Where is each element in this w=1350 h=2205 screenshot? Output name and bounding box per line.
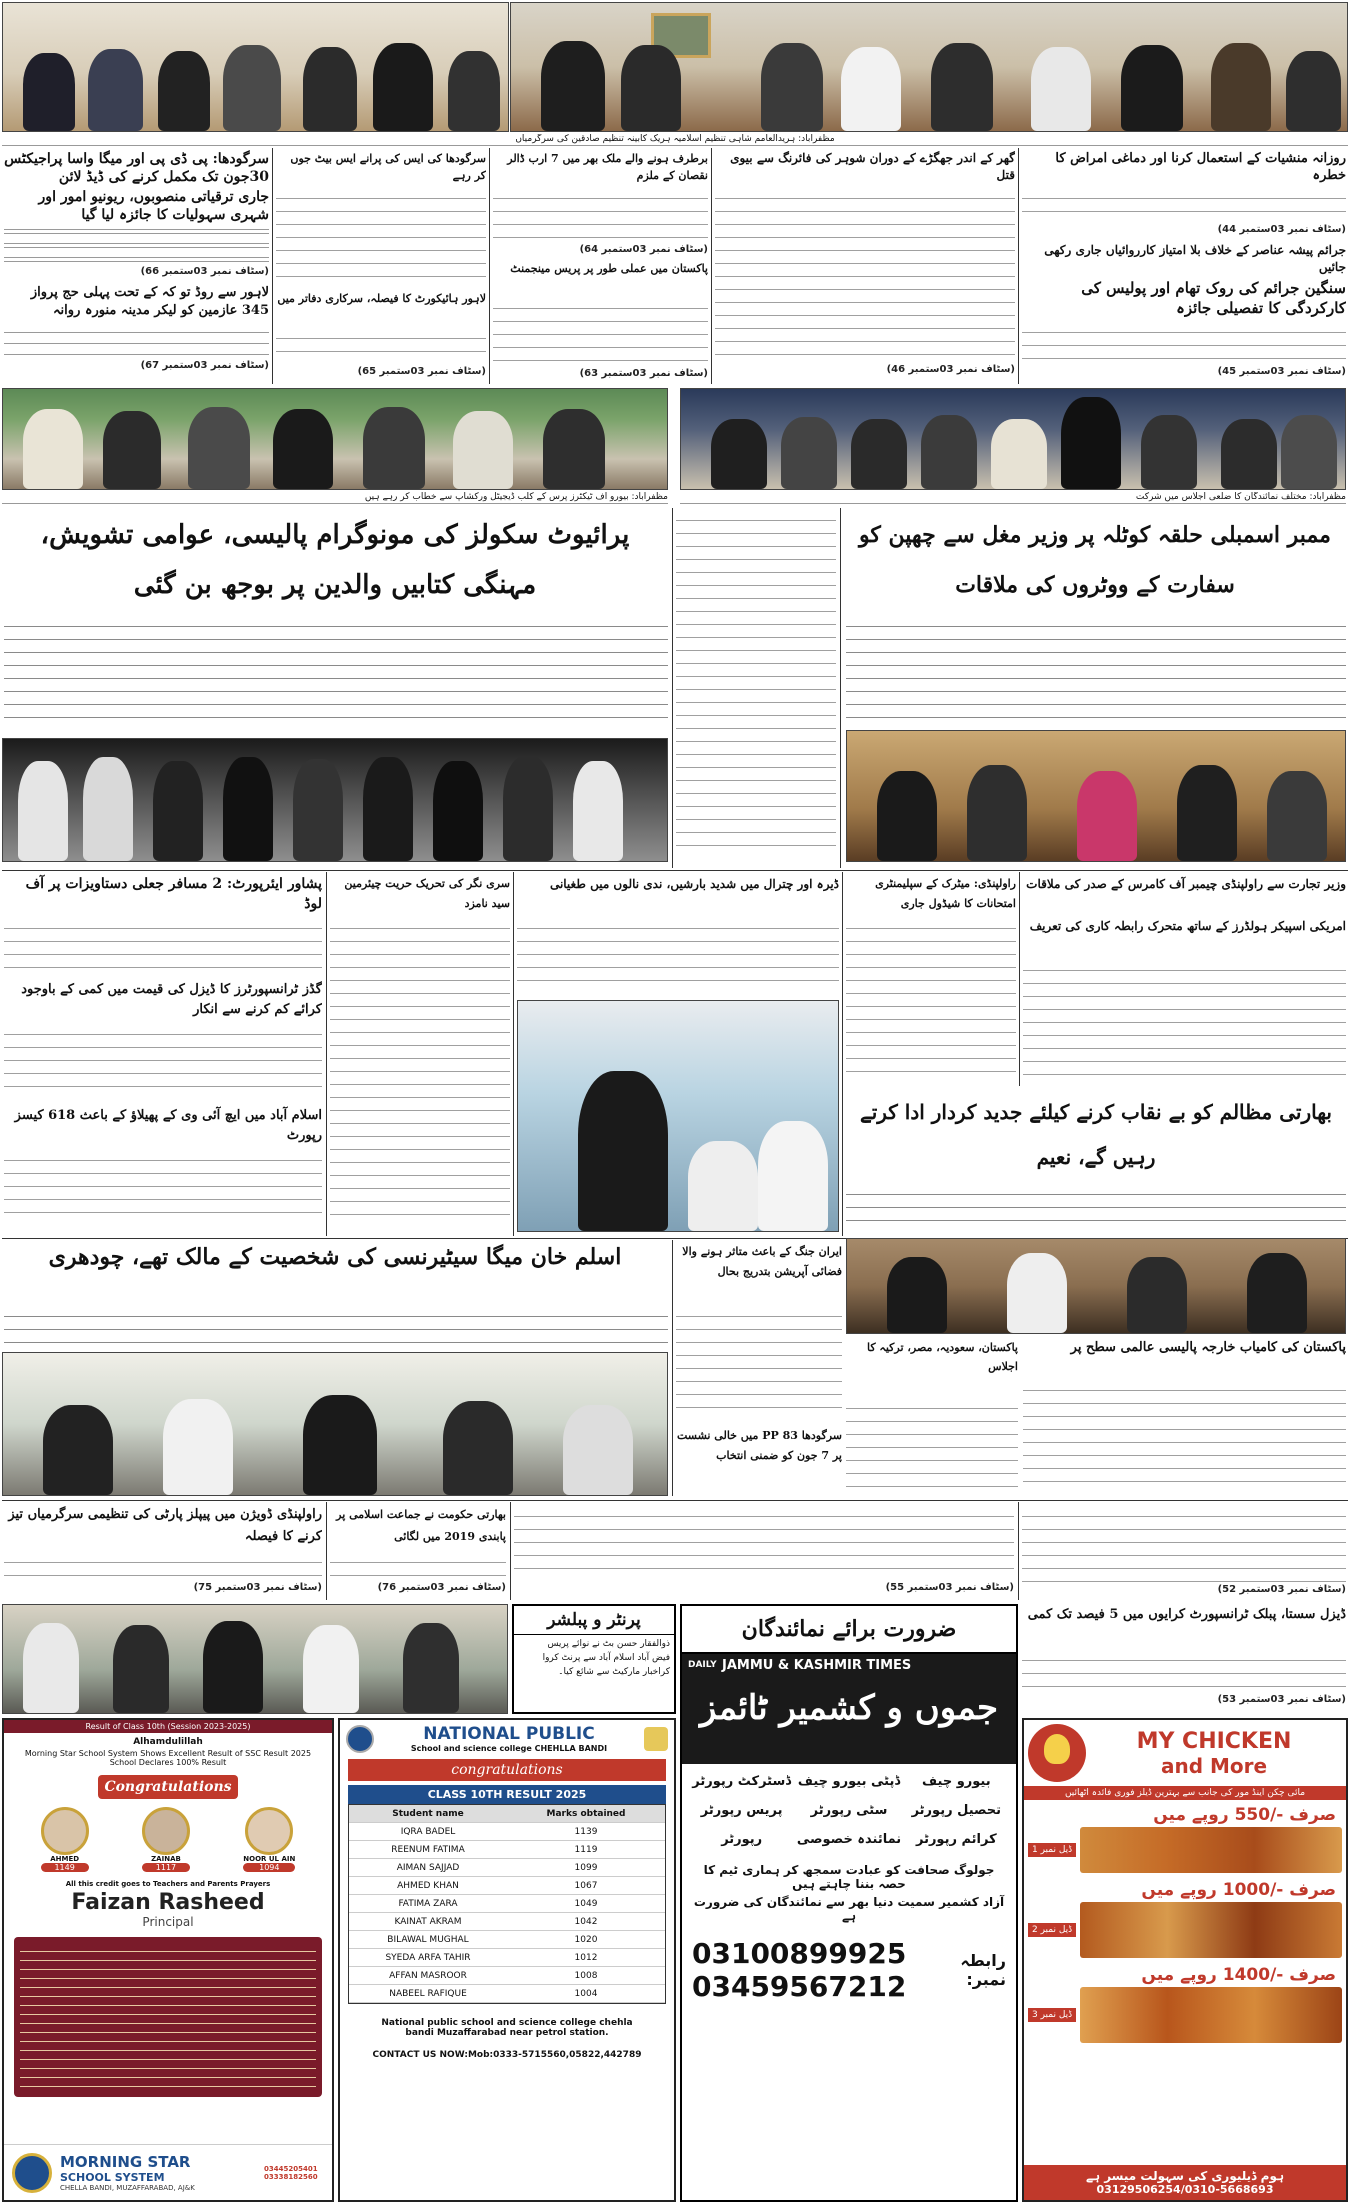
np-result-title: CLASS 10TH RESULT 2025 (348, 1785, 666, 1804)
chicken-deal-1 (1024, 1800, 1346, 1875)
bottom-left-body (4, 1304, 668, 1350)
jk-ad-daily: DAILY (688, 1660, 717, 1670)
big-headline-left: پرائیوٹ سکولز کی مونوگرام پالیسی، عوامی تشویش، مہنگی کتابیں والدین پر بوجھ بن گئی (40, 520, 630, 600)
np-row-name: AHMED KHAN (397, 1881, 459, 1891)
mid-headline-5: ڈیرہ اور چترال میں شدید بارشیں، ندی نالوں میں طغیانی (549, 877, 839, 891)
jk-role-8: نمائندہ خصوصی (796, 1832, 902, 1847)
lower-body-6 (1022, 1504, 1346, 1600)
ms-toppers (4, 1799, 332, 1872)
np-row-name: BILAWAL MUGHAL (387, 1935, 469, 1945)
chicken-deal-2-label: ڈیل نمبر 2 (1028, 1923, 1076, 1937)
jk-ad-heading: ضرورت برائے نمائندگان (682, 1606, 1016, 1654)
press-club-photo (2, 388, 668, 490)
lower-headline-7: پاکستان، سعودیہ، مصر، ترکیہ کا اجلاس (866, 1341, 1018, 1373)
col1-headline-1: سرگودھا: پی ڈی پی اور میگا واسا پراجیکٹس 30جون تک مکمل کرنے کی ڈیڈ لائن (4, 151, 269, 185)
col2-tag-1: (سٹاف نمبر 03ستمبر 65) (357, 366, 486, 377)
meeting-caption: مظفرآباد: مختلف نمائندگان کا ضلعی اجلاس میں شرکت (680, 492, 1346, 504)
ms-phones: 03445205401 03338182560 (264, 2164, 318, 2181)
mid-headline-1: پشاور ایئرپورٹ: 2 مسافر جعلی دستاویزات پر آف لوڈ (25, 876, 322, 912)
ms-topper-3-photo (245, 1807, 293, 1855)
ms-school-sub: SCHOOL SYSTEM (60, 2171, 165, 2184)
printer-publisher-line1: ذوالفقار حسن بٹ نے نوائے پریس (547, 1639, 670, 1649)
mid-body-5 (517, 916, 839, 996)
np-row-marks: 1020 (574, 1935, 598, 1945)
col5-tag-2: (سٹاف نمبر 03ستمبر 45) (1217, 366, 1346, 377)
col1-headline-3: لاہور سے روڈ تو کہ کے تحت پہلی حج پرواز 345 عازمین کو لیکر مدینہ منورہ روانہ (30, 285, 269, 318)
col5-body-1 (1022, 186, 1346, 240)
ms-topper-3-name: NOOR UL AIN (243, 1855, 296, 1863)
table-row (349, 1931, 665, 1949)
col1-body-1 (4, 226, 269, 282)
ms-topper-2-name: ZAINAB (151, 1855, 181, 1863)
jk-ad-roles (682, 1764, 1016, 1857)
np-row-marks: 1099 (574, 1863, 598, 1873)
national-public-ad (338, 1718, 676, 2202)
np-row-name: NABEEL RAFIQUE (389, 1989, 467, 1999)
chicken-delivery: ہوم ڈیلیوری کی سہولت میسر ہے (1085, 2169, 1285, 2183)
col3-tag-1: (سٹاف نمبر 03ستمبر 64) (579, 244, 708, 255)
mid-body-1 (4, 916, 322, 976)
lower-body-1 (4, 1550, 322, 1600)
ms-topper-2-marks: 1117 (142, 1863, 190, 1872)
press-club-caption: مظفرآباد: بیورو آف ٹیکٹرز پرس کے کلب ڈیجیٹل ورکشاپ سے خطاب کر رہے ہیں (2, 492, 668, 504)
ms-congrats: Congratulations (98, 1775, 238, 1799)
lower-body-diesel (1022, 1648, 1346, 1714)
mid-headline-7: وزیر تجارت سے راولپنڈی چیمبر آف کامرس کے صدر کی ملاقات (1026, 877, 1346, 891)
jk-role-5: سٹی رپورٹر (810, 1803, 888, 1818)
np-row-marks: 1008 (574, 1971, 598, 1981)
mid-headline-4: سری نگر کی تحریک حریت چیئرمین سید نامزد (344, 877, 510, 910)
chicken-deal-3-label: ڈیل نمبر 3 (1028, 2008, 1076, 2022)
jk-ad-phone-2: 03459567212 (692, 1970, 907, 2003)
table-row (349, 1985, 665, 2003)
table-row (349, 1859, 665, 1877)
mid-body-8 (846, 916, 1016, 1086)
table-row (349, 1949, 665, 1967)
ms-result-line: Result of Class 10th (Session 2023-2025) (4, 1720, 332, 1733)
printer-publisher-line3: کراخبار مارکیٹ سے شائع کیا۔ (558, 1667, 670, 1677)
ms-marks-table (14, 1937, 322, 2097)
lower-tag-c: (سٹاف نمبر 03ستمبر 55) (885, 1582, 1014, 1593)
ms-topper-2-photo (142, 1807, 190, 1855)
table-row (349, 1967, 665, 1985)
col4-tag-1: (سٹاف نمبر 03ستمبر 46) (886, 364, 1015, 375)
np-logo-icon (346, 1725, 374, 1753)
ms-principal-title: Principal (142, 1915, 194, 1929)
jk-role-2: ڈپٹی بیورو چیف (797, 1774, 901, 1789)
chicken-deal-3 (1024, 1960, 1346, 2045)
np-row-name: IQRA BADEL (400, 1827, 456, 1837)
chicken-deal-1-label: ڈیل نمبر 1 (1028, 1843, 1076, 1857)
lower-headline-1: راولپنڈی ڈویژن میں پیپلز پارٹی کی تنظیمی سرگرمیاں تیز کرنے کا فیصلہ (8, 1507, 322, 1544)
lower-headline-4: ایران جنگ کے باعث متاثر ہونے والا فضائی آپریشن بتدریج بحال (682, 1245, 842, 1278)
lower-body-5 (1023, 1378, 1346, 1496)
np-contact: CONTACT US NOW:Mob:0333-5715560,05822,442789 (372, 2050, 642, 2060)
col1-tag-1: (سٹاف نمبر 03ستمبر 66) (140, 266, 269, 277)
chicken-deal-1-price: صرف -/550 روپے میں (1153, 1805, 1336, 1825)
np-row-marks: 1067 (574, 1881, 598, 1891)
chicken-deal-2 (1024, 1875, 1346, 1960)
table-row (349, 1841, 665, 1859)
np-row-marks: 1042 (574, 1917, 598, 1927)
chicken-logo-icon (1028, 1724, 1086, 1782)
my-chicken-ad (1022, 1718, 1348, 2202)
office-meeting-photo (2, 1352, 668, 1496)
np-row-name: AFFAN MASROOR (389, 1971, 467, 1981)
morning-star-ad (2, 1718, 334, 2202)
ms-subtitle: Morning Star School System Shows Excellent Result of SSC Result 2025 School Declares 100% Result (24, 1749, 312, 1767)
col3-headline-2: پاکستان میں عملی طور پر پریس مینجمنٹ (510, 262, 708, 275)
col1-body-2 (4, 322, 269, 382)
hospital-visit-photo (517, 1000, 839, 1232)
top-photo-caption: مظفرآباد: ہریدالعامم شاہی تنظیم اسلامیہ ہریک کابینہ تنظیم صادقین کی سرگرمیاں (2, 134, 1348, 146)
col4-headline-1: گھر کے اندر جھگڑے کے دوران شوہر کی فائرنگ سے بیوی قتل (730, 151, 1015, 182)
ms-thanks: All this credit goes to Teachers and Parents Prayers (65, 1880, 271, 1888)
mid-headline-2: گڈز ٹرانسپورٹرز کا ڈیزل کی قیمت میں کمی کے باوجود کرائے کم کرنے سے انکار (21, 982, 322, 1017)
jk-ad-contact (682, 1931, 1016, 2009)
jk-ad-contact-label: رابطہ نمبر: (960, 1951, 1006, 1989)
col5-tag-1: (سٹاف نمبر 03ستمبر 44) (1217, 224, 1346, 235)
np-row-name: FATIMA ZARA (398, 1899, 458, 1909)
np-row-name: AIMAN SAJJAD (396, 1863, 460, 1873)
np-row-marks: 1012 (574, 1953, 598, 1963)
school-group-photo (2, 738, 668, 862)
np-congrats: congratulations (348, 1759, 666, 1781)
jk-ad-note-1: جولوگ صحافت کو عبادت سمجھ کر ہماری ٹیم کا حصہ بننا چاہتے ہیں (703, 1863, 995, 1891)
ms-topper-1-marks: 1149 (41, 1863, 89, 1872)
np-row-name: SYEDA ARFA TAHIR (385, 1953, 471, 1963)
meeting-photo (680, 388, 1346, 490)
jk-ad-paper-en: JAMMU & KASHMIR TIMES (722, 1658, 912, 1673)
np-row-name: KAINAT AKRAM (394, 1917, 462, 1927)
jk-ad-phone-1: 03100899925 (692, 1937, 907, 1970)
np-table (348, 1804, 666, 2004)
ms-address: CHELLA BANDI, MUZAFFARABAD, AJ&K (60, 2184, 195, 2192)
chicken-deal-2-price: صرف -/1000 روپے میں (1141, 1880, 1336, 1900)
np-col-marks: Marks obtained (546, 1809, 626, 1819)
printer-publisher-box (512, 1604, 676, 1714)
col5-body-2 (1022, 320, 1346, 384)
jk-role-7: کرائم رپورٹر (915, 1832, 997, 1847)
col3-headline-1: برطرف ہونے والے ملک بھر میں 7 ارب ڈالر نقصان کے ملزم (507, 152, 708, 182)
left-main-body (4, 614, 668, 734)
np-row-marks: 1119 (574, 1845, 598, 1855)
col5-headline-2: جرائم پیشہ عناصر کے خلاف بلا امتیاز کارروائیاں جاری رکھی جائیں (1044, 243, 1346, 274)
jk-role-6: پریس رپورٹر (700, 1803, 783, 1818)
lower-headline-2: بھارتی حکومت نے جماعت اسلامی پر پابندی 2019 میں لگائی (336, 1508, 506, 1543)
col3-body-2 (493, 296, 708, 384)
ms-school-name: MORNING STAR (60, 2153, 191, 2171)
lower-headline-5: پاکستان کی کامیاب خارجہ پالیسی عالمی سطح پر (1070, 1340, 1346, 1355)
np-row-marks: 1049 (574, 1899, 598, 1909)
lower-tag-b: (سٹاف نمبر 03ستمبر 76) (377, 1582, 506, 1593)
ms-logo-icon (12, 2153, 52, 2193)
np-footer-2: bandi Muzaffarabad near petrol station. (405, 2028, 609, 2038)
jk-role-9: رپورٹر (721, 1832, 763, 1847)
col4-body-1 (715, 186, 1015, 384)
mid-body-2 (4, 1022, 322, 1102)
lower-tag-e: (سٹاف نمبر 03ستمبر 53) (1217, 1694, 1346, 1705)
jk-role-1: بیورو چیف (922, 1774, 991, 1789)
lower-headline-3: سرگودھا PP 83 میں خالی نشست پر 7 جون کو ضمنی انتخاب (676, 1429, 842, 1462)
chicken-title-1: MY CHICKEN (1136, 1728, 1292, 1754)
big-headline-right: ممبر اسمبلی حلقہ کوٹلہ پر وزیر مغل سے چھپن کو سفارت کے ووٹروں کی ملاقات (859, 522, 1331, 598)
ms-topper-1-photo (41, 1807, 89, 1855)
big-headline-bottom-left: اسلم خان میگا سیٹیرنسی کی شخصیت کے مالک تھے، چودھری (48, 1244, 622, 1270)
col3-body-1 (493, 186, 708, 258)
mid-headline-3: اسلام آباد میں ایچ آئی وی کے پھیلاؤ کے باعث 618 کیسز رپورٹ (14, 1108, 322, 1143)
ms-principal-name: Faizan Rasheed (71, 1890, 265, 1915)
col5-headline-3: سنگین جرائم کی روک تھام اور پولیس کی کارکردگی کا تفصیلی جائزہ (1081, 279, 1346, 317)
mid-body-4 (330, 916, 510, 1232)
jk-ad-note-2: آزاد کشمیر سمیت دنیا بھر سے نمائندگان کی ضرورت ہے (693, 1895, 1005, 1923)
lower-tag-a: (سٹاف نمبر 03ستمبر 75) (193, 1582, 322, 1593)
printer-publisher-title: پرنٹر و پبلشر (514, 1606, 674, 1635)
jk-ad-paper-ur: جموں و کشمیر ٹائمز (699, 1688, 999, 1728)
np-row-name: REENUM FATIMA (391, 1845, 465, 1855)
col5-headline-1: روزانہ منشیات کے استعمال کرنا اور دماغی امراض کا خطرہ (1055, 151, 1346, 183)
np-title: NATIONAL PUBLIC (423, 1724, 595, 1744)
table-row (349, 1877, 665, 1895)
jk-ad-masthead (682, 1654, 1016, 1764)
lower-headline-6: ڈیزل سستا، پبلک ٹرانسپورٹ کرایوں میں 5 فیصد تک کمی (1027, 1607, 1346, 1622)
party-meeting-photo (2, 1604, 508, 1714)
ms-topper-1-name: AHMED (50, 1855, 80, 1863)
jk-times-ad (680, 1604, 1018, 2202)
col2-headline-2: لاہور ہائیکورٹ کا فیصلہ، سرکاری دفاتر میں (277, 292, 486, 305)
lower-body-4 (676, 1304, 842, 1424)
table-row (349, 1895, 665, 1913)
col1-tag-2: (سٹاف نمبر 03ستمبر 67) (140, 360, 269, 371)
family-visit-photo (846, 1238, 1346, 1334)
chicken-deal-3-price: صرف -/1400 روپے میں (1141, 1965, 1336, 1985)
np-row-marks: 1139 (574, 1827, 598, 1837)
col2-body-1 (276, 186, 486, 286)
big-headline-bottom-right: بھارتی مظالم کو بے نقاب کرنے کیلئے جدید کردار ادا کرتے رہیں گے، نعیم (859, 1100, 1332, 1169)
np-subtitle: School and science college CHEHLLA BANDI (410, 1744, 608, 1753)
jk-role-4: تحصیل رپورٹر (911, 1803, 1002, 1818)
mid-headline-8: راولپنڈی: میٹرک کے سپلیمنٹری امتحانات کا شیڈول جاری (875, 877, 1016, 910)
lower-body-7 (846, 1396, 1018, 1496)
candidate-meeting-photo (846, 730, 1346, 862)
chicken-title-2: and More (1160, 1753, 1268, 1778)
lower-body-3 (514, 1504, 1014, 1600)
mid-small-column (676, 508, 836, 868)
ms-alhamdulillah: Alhamdulillah (133, 1737, 203, 1747)
mid-body-6 (1023, 958, 1346, 1086)
mid-body-3 (4, 1148, 322, 1228)
printer-publisher-line2: فیض آباد اسلام آباد سے پرنٹ کروا (542, 1653, 670, 1663)
col2-headline-1: سرگودھا کی ایس کی پرانے ایس بیٹ جوں کر رہے (290, 152, 486, 182)
lower-tag-d: (سٹاف نمبر 03ستمبر 52) (1217, 1584, 1346, 1595)
np-flag-icon (644, 1727, 668, 1751)
np-col-name: Student name (392, 1809, 464, 1819)
col1-headline-2: جاری ترقیاتی منصوبوں، ریونیو امور اور شہری سہولیات کا جائزہ لیا گیا (38, 189, 269, 223)
right-main-body (846, 614, 1346, 726)
bottom-right-body (846, 1182, 1346, 1232)
col2-body-2 (276, 326, 486, 384)
lower-body-2 (330, 1550, 506, 1600)
chicken-phones: 03129506254/0310-5668693 (1096, 2183, 1274, 2196)
table-row (349, 1823, 665, 1841)
top-photo-right (510, 2, 1348, 132)
jk-role-3: ڈسٹرکٹ رپورٹر (692, 1774, 792, 1789)
ms-footer (4, 2144, 332, 2200)
np-footer-1: National public school and science college chehla (381, 2018, 633, 2028)
top-photo-left (2, 2, 509, 132)
np-row-marks: 1004 (574, 1989, 598, 1999)
table-row (349, 1913, 665, 1931)
ms-topper-3-marks: 1094 (243, 1863, 295, 1872)
chicken-tagline: مائی چکن اینڈ مور کی جانب سے بہترین ڈیلز فوری فائدہ اٹھائیں (1024, 1786, 1346, 1800)
mid-headline-6: امریکی اسپیکر ہولڈرز کے ساتھ متحرک رابطہ کاری کی تعریف (1029, 919, 1346, 933)
col3-tag-2: (سٹاف نمبر 03ستمبر 63) (579, 368, 708, 379)
